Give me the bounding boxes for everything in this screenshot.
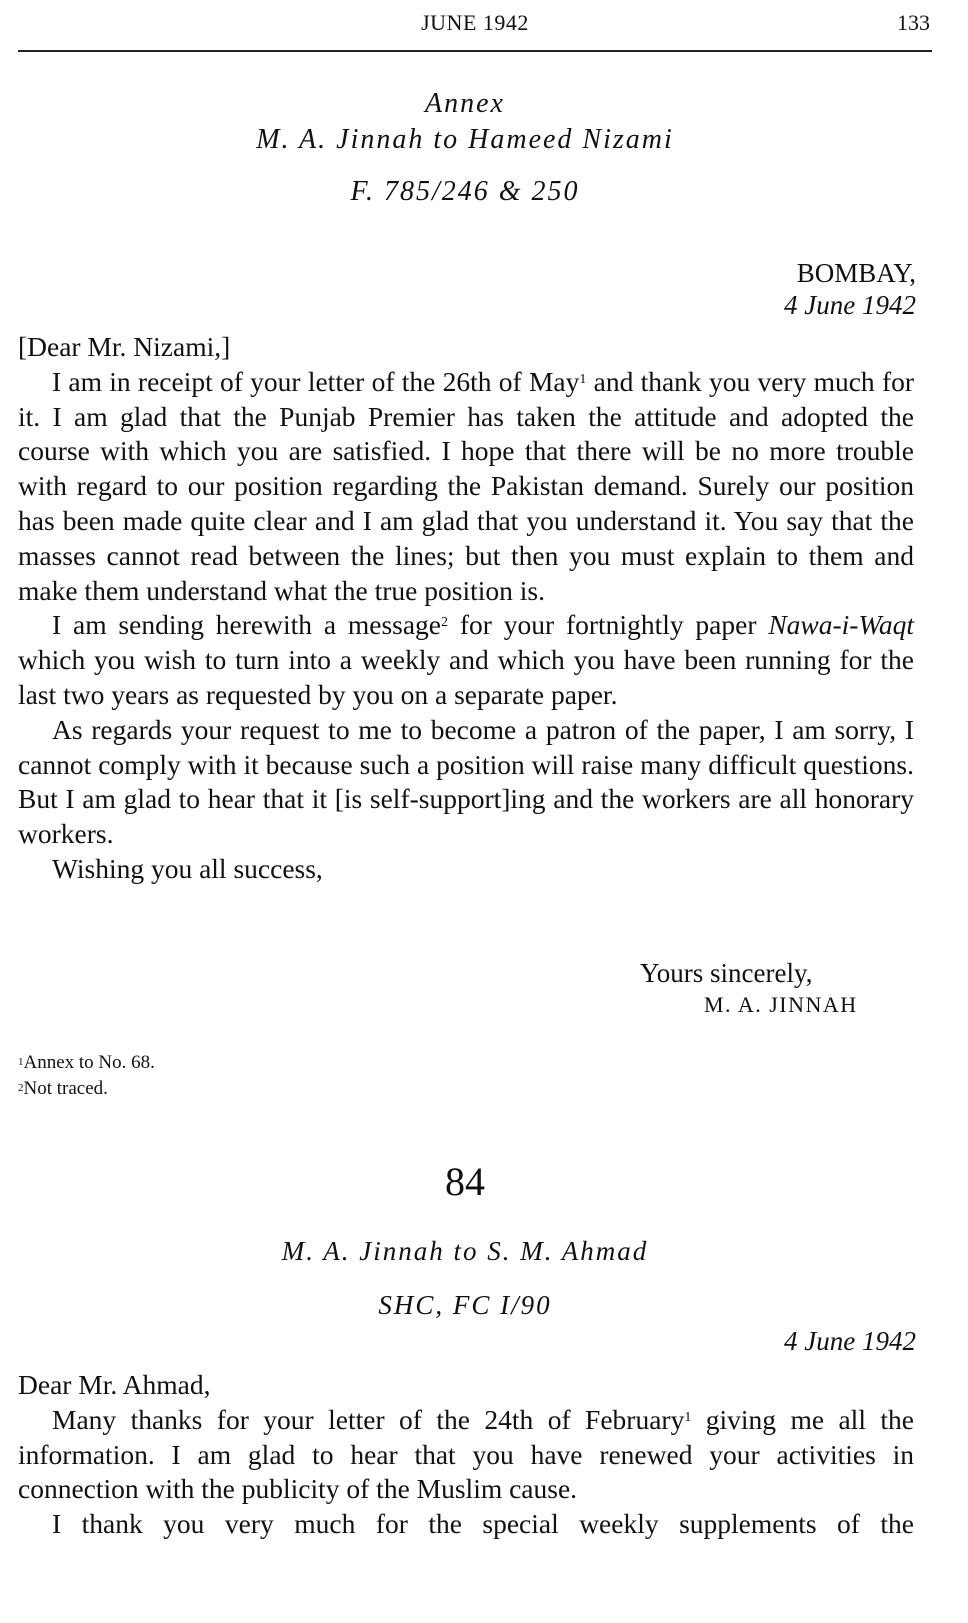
- footnote: $^2$Not traced.: [18, 1078, 108, 1099]
- doc84-title: M. A. Jinnah to S. M. Ahmad: [281, 1236, 649, 1266]
- page-header: [18, 6, 932, 52]
- doc84-letter-body: [18, 1368, 914, 1542]
- annex-paragraph-4: Wishing you all success,: [52, 852, 323, 884]
- doc84-paragraph-1: Many thanks for your letter of the 24th of February$^1$ giving me all the information. I am glad to hear that you have renewed your activities in connection with the publicity of the Muslim cause.: [18, 1403, 914, 1505]
- footnote-ref-2: 2: [441, 615, 449, 631]
- annex-place: BOMBAY,: [796, 258, 916, 288]
- footnote-ref-1: 1: [684, 1409, 692, 1425]
- annex-title: M. A. Jinnah to Hameed Nizami: [256, 124, 674, 155]
- annex-date: 4 June 1942: [784, 290, 916, 320]
- closing: Yours sincerely,: [640, 958, 813, 988]
- signature: M. A. JINNAH: [704, 992, 858, 1017]
- doc84-reference: SHC, FC I/90: [378, 1290, 552, 1320]
- footnote: $^1$Annex to No. 68.: [18, 1052, 155, 1073]
- annex-paragraph-1: I am in receipt of your letter of the 26th of May$^1$ and thank you very much for it. I am glad that the Punjab Premier has taken the attitude and adopted the course with which you are satisfied. I hope that there will be no more trouble with regard to our position regarding the Pakistan demand. Surely our position has been made quite clear and I am glad that you understand it. You say that the masses cannot read between the lines; but then you must explain to them and make them understand what the true position is.: [18, 365, 915, 606]
- annex-letter-body: [18, 330, 914, 887]
- newspaper-name: Nawa-i-Waqt: [768, 609, 914, 641]
- annex-salutation: [Dear Mr. Nizami,]: [18, 331, 231, 362]
- doc84-date: 4 June 1942: [784, 1326, 916, 1356]
- doc84-paragraph-2: I thank you very much for the special weekly supplements of the: [52, 1508, 914, 1540]
- document-number: 84: [445, 1159, 485, 1204]
- annex-label: Annex: [425, 88, 505, 119]
- footnote-ref-1: 1: [579, 371, 587, 387]
- doc84-salutation: Dear Mr. Ahmad,: [18, 1369, 211, 1400]
- running-title: JUNE 1942: [421, 10, 529, 35]
- page-number: 133: [897, 10, 930, 35]
- annex-paragraph-3: As regards your request to me to become a patron of the paper, I am sorry, I cannot comply with it because such a position will raise many difficult questions. But I am glad to hear that it [is self-support]ing and the workers are all honorary workers.: [18, 713, 914, 850]
- annex-footnotes: [18, 1050, 155, 1102]
- annex-reference: F. 785/246 & 250: [350, 176, 580, 207]
- annex-paragraph-2: I am sending herewith a message$^2$ for your fortnightly paper Nawa-i-Waqt which you wish to turn into a weekly and which you have been running for the last two years as requested by you on a separate paper.: [18, 609, 914, 710]
